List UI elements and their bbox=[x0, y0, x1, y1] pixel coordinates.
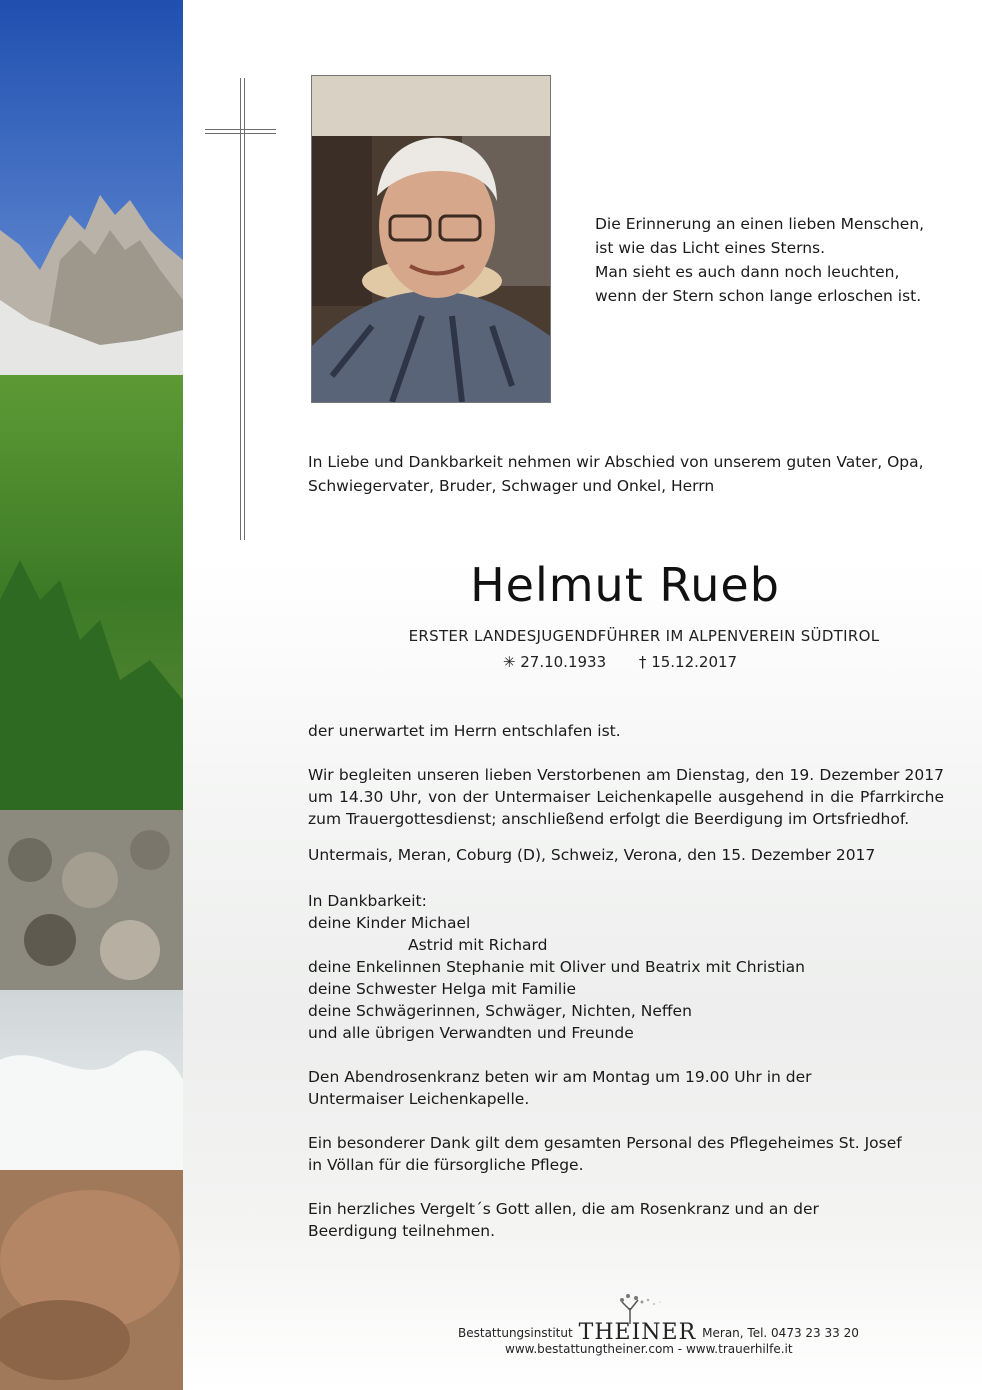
mourners-grandchildren: deine Enkelinnen Stephanie mit Oliver und Beatrix mit Christian bbox=[308, 958, 805, 976]
quote-line: Man sieht es auch dann noch leuchten, bbox=[595, 263, 900, 281]
birth-date: ✳ 27.10.1933 bbox=[502, 653, 607, 671]
mourners-children-2: Astrid mit Richard bbox=[408, 936, 548, 954]
rosary-text: Den Abendrosenkranz beten wir am Montag um 19.00 Uhr in der Untermaiser Leichenkapelle. bbox=[308, 1068, 812, 1108]
footer-contact: Meran, Tel. 0473 23 33 20 bbox=[702, 1326, 859, 1340]
quote-line: ist wie das Licht eines Sterns. bbox=[595, 239, 826, 257]
death-date: † 15.12.2017 bbox=[638, 653, 738, 671]
mourners-sister: deine Schwester Helga mit Familie bbox=[308, 980, 577, 998]
mourners-children: deine Kinder Michael bbox=[308, 914, 471, 932]
cross-icon-bar bbox=[205, 129, 276, 130]
deceased-name: Helmut Rueb bbox=[470, 558, 780, 612]
thanks-staff-text: Ein besonderer Dank gilt dem gesamten Personal des Pflegeheimes St. Josef in Völlan für die fürsorgliche Pflege. bbox=[308, 1134, 902, 1174]
intro-line: Schwiegervater, Bruder, Schwager und Onkel, Herrn bbox=[308, 477, 715, 495]
portrait-photo bbox=[311, 75, 551, 403]
mourners-heading: In Dankbarkeit: bbox=[308, 892, 427, 910]
place-date-text: Untermais, Meran, Coburg (D), Schweiz, Verona, den 15. Dezember 2017 bbox=[308, 846, 876, 864]
intro-text bbox=[308, 450, 948, 498]
footer-web: www.bestattungtheiner.com - www.trauerhilfe.it bbox=[505, 1342, 793, 1356]
footer-brand: THEINER bbox=[578, 1320, 697, 1345]
tree-logo-icon bbox=[612, 1290, 668, 1324]
thanks-all-text: Ein herzliches Vergelt´s Gott allen, die am Rosenkranz und an der Beerdigung teilnehmen. bbox=[308, 1200, 819, 1240]
mourners-others: und alle übrigen Verwandten und Freunde bbox=[308, 1024, 634, 1042]
quote-line: wenn der Stern schon lange erloschen ist. bbox=[595, 287, 922, 305]
life-dates bbox=[300, 653, 940, 671]
cross-icon-bar-2 bbox=[205, 133, 276, 134]
memorial-quote bbox=[595, 212, 935, 308]
mourners-list bbox=[308, 890, 805, 1044]
deceased-title: ERSTER LANDESJUGENDFÜHRER IM ALPENVEREIN SÜDTIROL bbox=[408, 627, 880, 645]
quote-line: Die Erinnerung an einen lieben Menschen, bbox=[595, 215, 925, 233]
cross-icon bbox=[240, 78, 241, 540]
landscape-image bbox=[0, 0, 183, 1390]
cross-icon-line bbox=[244, 78, 245, 540]
mourners-inlaws: deine Schwägerinnen, Schwäger, Nichten, Neffen bbox=[308, 1002, 692, 1020]
funeral-text: Wir begleiten unseren lieben Verstorbenen am Dienstag, den 19. Dezember 2017 um 14.30 Uhr, von der Untermaiser Leichenkapelle ausgehend in die Pfarrkirche zum Trauergottesdienst; anschließend erfolgt die Beerdigung im Ortsfriedhof. bbox=[308, 766, 944, 828]
footer-prefix: Bestattungsinstitut bbox=[458, 1326, 573, 1340]
entschlafen-text: der unerwartet im Herrn entschlafen ist. bbox=[308, 722, 621, 740]
intro-line: In Liebe und Dankbarkeit nehmen wir Abschied von unserem guten Vater, Opa, bbox=[308, 453, 924, 471]
